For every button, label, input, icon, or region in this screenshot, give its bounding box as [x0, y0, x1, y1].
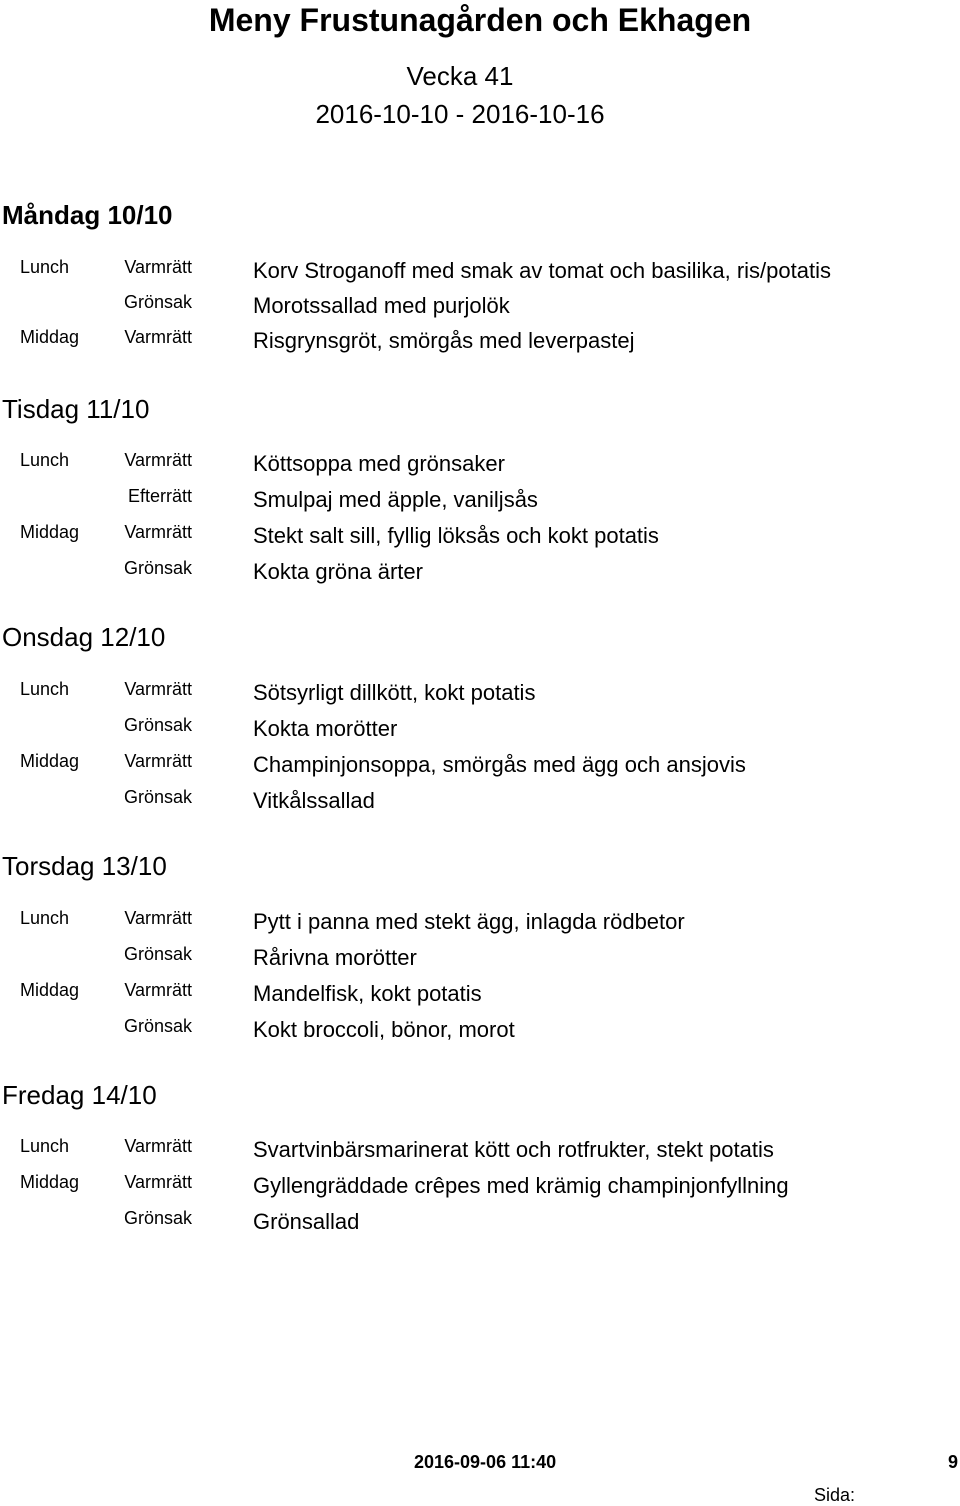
date-range: 2016-10-10 - 2016-10-16	[315, 99, 605, 129]
day-title: Måndag 10/10	[2, 200, 173, 230]
dish-text: Kokta morötter	[253, 716, 398, 741]
menu-row	[0, 1206, 940, 1242]
dish-text: Sötsyrligt dillkött, kokt potatis	[253, 680, 536, 705]
category-label: Varmrätt	[124, 450, 192, 470]
category-label: Grönsak	[123, 715, 192, 735]
menu-row	[0, 749, 940, 785]
menu-row	[0, 677, 940, 713]
dish-text: Vitkålssallad	[253, 788, 375, 813]
dish-text: Morotssallad med purjolök	[253, 293, 510, 318]
dish-text: Rårivna morötter	[253, 945, 417, 970]
category-label: Varmrätt	[124, 908, 192, 928]
meal-label: Middag	[20, 327, 80, 347]
category-label: Varmrätt	[124, 257, 192, 277]
footer-page-label: Sida:	[814, 1485, 856, 1505]
dish-text: Grönsallad	[253, 1209, 360, 1234]
category-label: Varmrätt	[124, 1136, 192, 1156]
category-label: Grönsak	[123, 558, 192, 578]
menu-row	[0, 942, 940, 978]
category-label: Efterrätt	[127, 486, 192, 506]
category-label: Grönsak	[123, 944, 192, 964]
page-title: Meny Frustunagården och Ekhagen	[208, 2, 752, 38]
meal-label: Middag	[20, 1172, 80, 1192]
menu-row	[0, 978, 940, 1014]
dish-text: Smulpaj med äpple, vaniljsås	[253, 487, 538, 512]
meal-label: Lunch	[20, 450, 70, 470]
menu-row	[0, 255, 940, 291]
menu-row	[0, 1134, 940, 1170]
menu-row	[0, 556, 940, 592]
day-title: Torsdag 13/10	[2, 851, 167, 881]
category-label: Grönsak	[123, 1208, 192, 1228]
meal-label: Lunch	[20, 257, 70, 277]
menu-row	[0, 785, 940, 821]
menu-row	[0, 713, 940, 749]
menu-row	[0, 325, 940, 361]
category-label: Varmrätt	[124, 751, 192, 771]
dish-text: Korv Stroganoff med smak av tomat och basilika, ris/potatis	[253, 258, 831, 283]
meal-label: Lunch	[20, 908, 70, 928]
meal-label: Middag	[20, 522, 80, 542]
category-label: Varmrätt	[124, 679, 192, 699]
category-label: Varmrätt	[124, 327, 192, 347]
week-label: Vecka 41	[406, 61, 514, 91]
meal-label: Lunch	[20, 679, 70, 699]
menu-row	[0, 1170, 940, 1206]
dish-text: Kokt broccoli, bönor, morot	[253, 1017, 515, 1042]
dish-text: Svartvinbärsmarinerat kött och rotfrukter, stekt potatis	[253, 1137, 774, 1162]
menu-row	[0, 448, 940, 484]
day-title: Fredag 14/10	[2, 1080, 157, 1110]
dish-text: Kokta gröna ärter	[253, 559, 423, 584]
menu-row	[0, 290, 940, 326]
dish-text: Stekt salt sill, fyllig löksås och kokt potatis	[253, 523, 659, 548]
category-label: Grönsak	[123, 787, 192, 807]
dish-text: Köttsoppa med grönsaker	[253, 451, 505, 476]
meal-label: Lunch	[20, 1136, 70, 1156]
day-title: Tisdag 11/10	[2, 394, 150, 424]
category-label: Varmrätt	[124, 522, 192, 542]
menu-row	[0, 1014, 940, 1050]
dish-text: Risgrynsgröt, smörgås med leverpastej	[253, 328, 635, 353]
meal-label: Middag	[20, 980, 80, 1000]
meal-label: Middag	[20, 751, 80, 771]
menu-row	[0, 906, 940, 942]
day-title: Onsdag 12/10	[2, 622, 166, 652]
dish-text: Champinjonsoppa, smörgås med ägg och ansjovis	[253, 752, 746, 777]
footer-print-date: 2016-09-06 11:40	[414, 1452, 557, 1472]
menu-row	[0, 520, 940, 556]
dish-text: Gyllengräddade crêpes med krämig champinjonfyllning	[253, 1173, 789, 1198]
category-label: Grönsak	[123, 1016, 192, 1036]
category-label: Grönsak	[123, 292, 192, 312]
category-label: Varmrätt	[124, 980, 192, 1000]
menu-row	[0, 484, 940, 520]
footer-page-number: 9	[948, 1452, 959, 1472]
dish-text: Pytt i panna med stekt ägg, inlagda rödbetor	[253, 909, 685, 934]
dish-text: Mandelfisk, kokt potatis	[253, 981, 482, 1006]
category-label: Varmrätt	[124, 1172, 192, 1192]
